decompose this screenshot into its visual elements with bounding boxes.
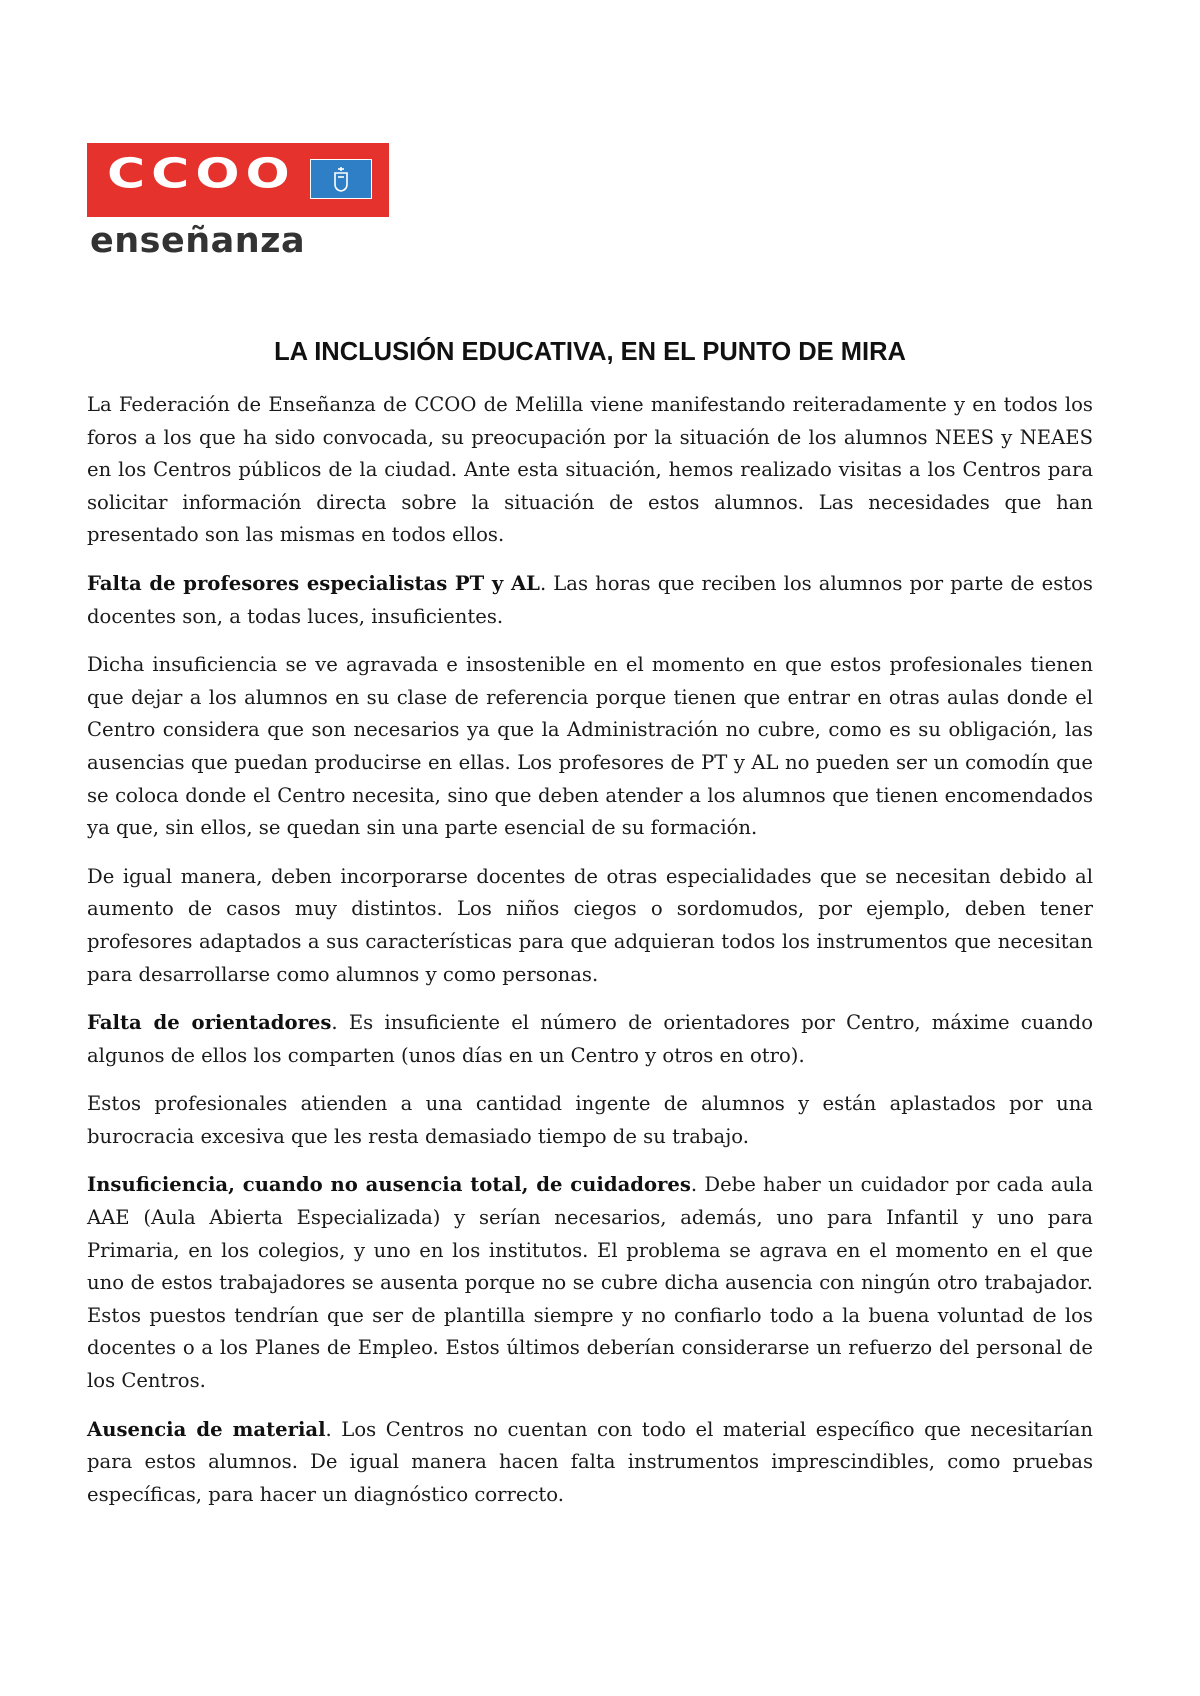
paragraph xyxy=(87,861,1093,991)
paragraph xyxy=(87,1088,1093,1153)
paragraph-text: De igual manera, deben incorporarse docentes de otras especialidades que se necesitan debido al aumento de casos muy distintos. Los niños ciegos o sordomudos, por ejemplo, deben tener profesores adaptados a sus características para que adquieran todos los instrumentos que necesitan para desarrollarse como alumnos y como personas. xyxy=(87,864,1093,986)
paragraph-heading: Falta de orientadores xyxy=(87,1011,332,1035)
paragraph-text: Estos profesionales atienden a una cantidad ingente de alumnos y están aplastados por una burocracia excesiva que les resta demasiado tiempo de su trabajo. xyxy=(87,1092,1093,1148)
document-body xyxy=(87,389,1093,1527)
document-title: LA INCLUSIÓN EDUCATIVA, EN EL PUNTO DE MIRA xyxy=(274,338,906,366)
paragraph-heading: Falta de profesores especialistas PT y AL xyxy=(87,571,540,595)
paragraph-heading: Insuficiencia, cuando no ausencia total, de cuidadores xyxy=(87,1173,691,1197)
paragraph xyxy=(87,1169,1093,1397)
paragraph xyxy=(87,389,1093,552)
ccoo-ensenanza-logo xyxy=(87,143,389,263)
logo-brand-text: CCOO xyxy=(107,150,296,198)
paragraph-text: . Las horas que reciben los alumnos por parte de estos docentes son, a todas luces, insuficientes. xyxy=(87,571,1093,628)
paragraph-heading: Ausencia de material xyxy=(87,1417,326,1441)
paragraph-text: . Es insuficiente el número de orientadores por Centro, máxime cuando algunos de ellos los comparten (unos días en un Centro y otros en otro). xyxy=(87,1011,1094,1067)
paragraph-text: La Federación de Enseñanza de CCOO de Melilla viene manifestando reiteradamente y en todos los foros a los que ha sido convocada, su preocupación por la situación de los alumnos NEES y NEAES en los Centros públicos de la ciudad. Ante esta situación, hemos realizado visitas a los Centros para solicitar información directa sobre la situación de estos alumnos. Las necesidades que han presentado son las mismas en todos ellos. xyxy=(87,393,1093,547)
logo-subtitle: enseñanza xyxy=(90,221,306,261)
paragraph-text: . Debe haber un cuidador por cada aula AAE (Aula Abierta Especializada) y serían necesarios, además, uno para Infantil y uno para Primaria, en los colegios, y uno en los institutos. El problema se agrava en el momento en el que uno de estos trabajadores se ausenta porque no se cubre dicha ausencia con ningún otro trabajador. Estos puestos tendrían que ser de plantilla siempre y no confiarlo todo a la buena voluntad de los docentes o a los Planes de Empleo. Estos últimos deberían considerarse un refuerzo del personal de los Centros. xyxy=(87,1173,1094,1393)
paragraph xyxy=(87,649,1093,845)
paragraph-text: . Los Centros no cuentan con todo el material específico que necesitarían para estos alumnos. De igual manera hacen falta instrumentos imprescindibles, como pruebas específicas, para hacer un diagnóstico correcto. xyxy=(87,1417,1094,1506)
logo-red-banner xyxy=(87,143,389,217)
melilla-shield-icon xyxy=(310,159,372,199)
paragraph-text: Dicha insuficiencia se ve agravada e insostenible en el momento en que estos profesionales tienen que dejar a los alumnos en su clase de referencia porque tienen que entrar en otras aulas donde el Centro considera que son necesarios ya que la Administración no cubre, como es su obligación, las ausencias que puedan producirse en ellas. Los profesores de PT y AL no pueden ser un comodín que se coloca donde el Centro necesita, sino que deben atender a los alumnos que tienen encomendados ya que, sin ellos, se quedan sin una parte esencial de su formación. xyxy=(87,653,1093,840)
paragraph xyxy=(87,568,1093,633)
paragraph xyxy=(87,1414,1093,1512)
paragraph xyxy=(87,1007,1093,1072)
